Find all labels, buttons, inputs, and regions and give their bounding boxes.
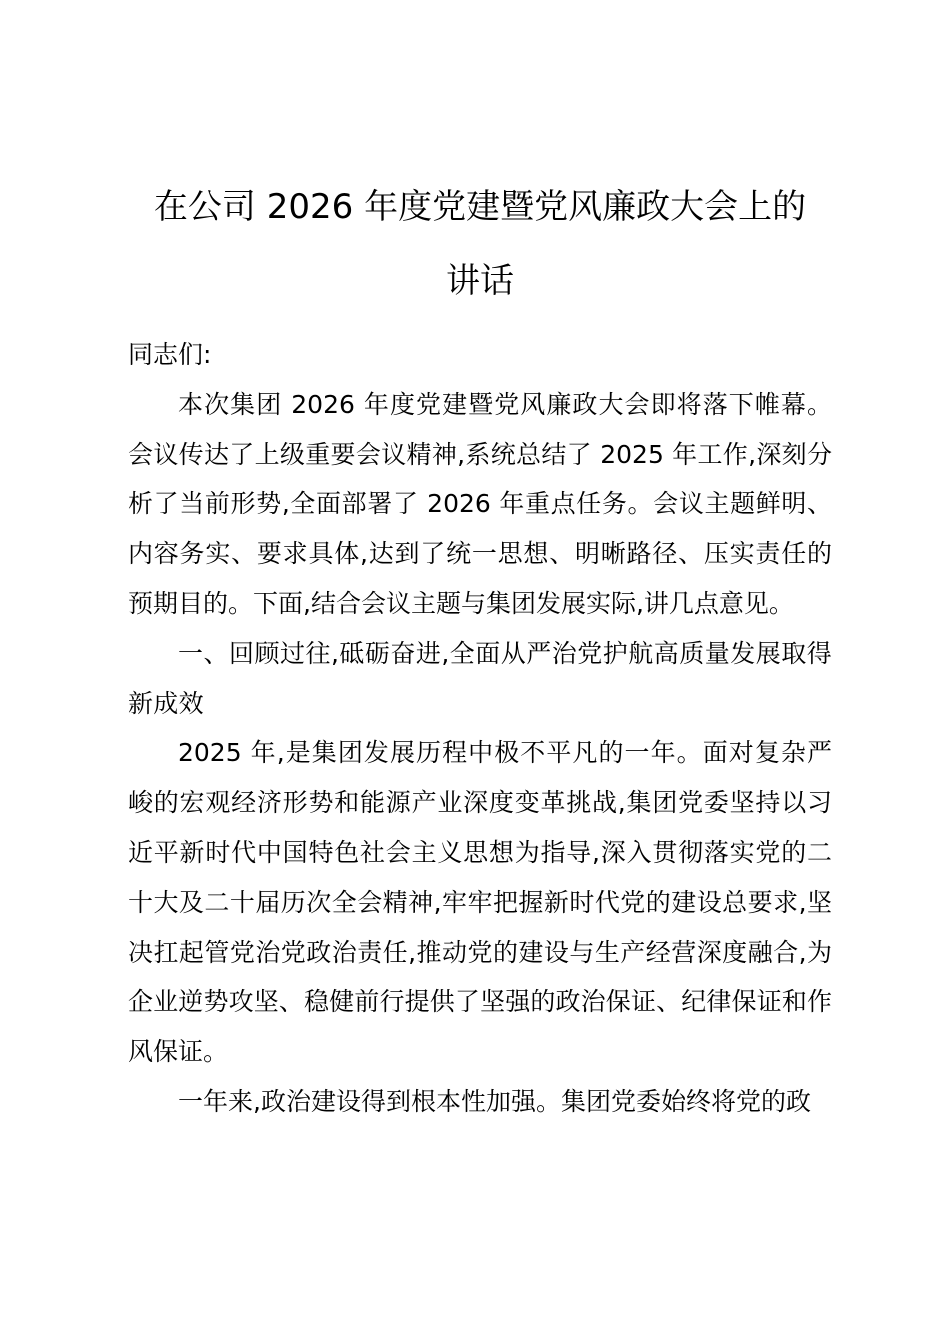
title-line-2: 讲话 — [446, 261, 514, 301]
section-heading-1: 一、回顾过往,砥砺奋进,全面从严治党护航高质量发展取得新成效 — [128, 638, 832, 718]
document-title — [128, 170, 832, 318]
paragraph-review: 2025 年,是集团发展历程中极不平凡的一年。面对复杂严峻的宏观经济形势和能源产业深度变革挑战,集团党委坚持以习近平新时代中国特色社会主义思想为指导,深入贯彻落实党的二十大及二十届历次全会精神,牢牢把握新时代党的建设总要求,坚决扛起管党治党政治责任,推动党的建设与生产经营深度融合,为企业逆势攻坚、稳健前行提供了坚强的政治保证、纪律保证和作风保证。 — [128, 738, 832, 1067]
paragraph-political: 一年来,政治建设得到根本性加强。集团党委始终将党的政 — [178, 1086, 811, 1116]
paragraph-intro: 本次集团 2026 年度党建暨党风廉政大会即将落下帷幕。会议传达了上级重要会议精神,系统总结了 2025 年工作,深刻分析了当前形势,全面部署了 2026 年重点任务。会议主题鲜明、内容务实、要求具体,达到了统一思想、明晰路径、压实责任的预期目的。下面,结合会议主题与集团发展实际,讲几点意见。 — [128, 389, 832, 618]
salutation: 同志们: — [128, 340, 212, 369]
title-line-1: 在公司 2026 年度党建暨党风廉政大会上的 — [153, 187, 807, 227]
document-body — [128, 330, 832, 1127]
